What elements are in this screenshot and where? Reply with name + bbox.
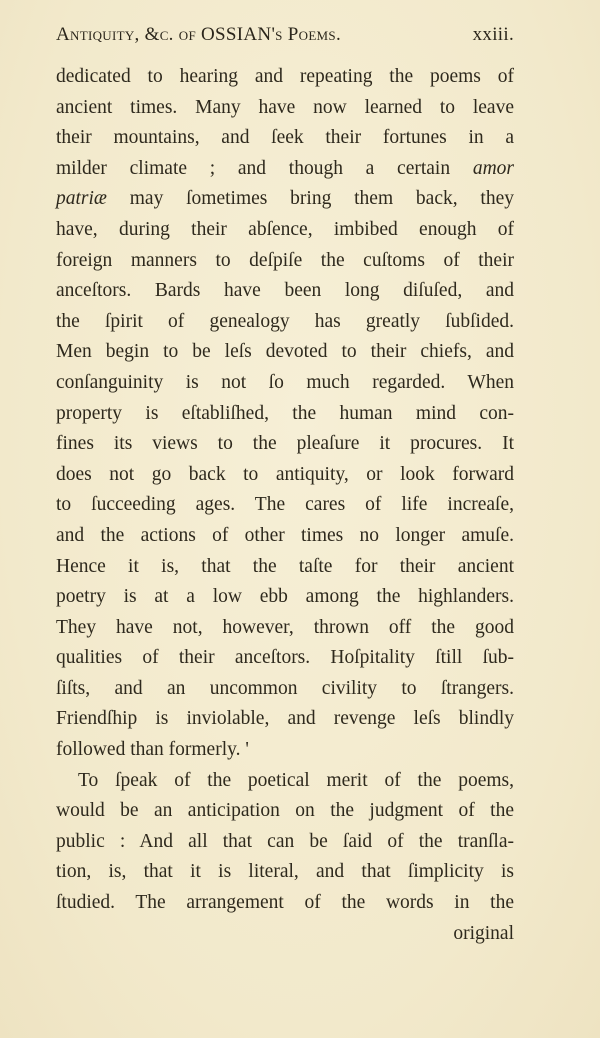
text-line: Men begin to be leſs devoted to their chiefs, and — [56, 341, 514, 363]
text-line: tion, is, that it is literal, and that ſimplicity is — [56, 861, 514, 883]
italic-amor: amor — [472, 157, 514, 179]
text-line: qualities of their anceſtors. Hoſpitality ſtill ſub- — [56, 647, 514, 669]
text-line: Friendſhip is inviolable, and revenge leſs blindly — [56, 708, 514, 730]
text-line: To ſpeak of the poetical merit of the poems, — [78, 769, 514, 791]
text-segment: may ſometimes bring them back, they — [129, 188, 514, 210]
text-line: would be an anticipation on the judgment of the — [56, 800, 514, 822]
text-line: anceſtors. Bards have been long diſuſed, and — [56, 280, 514, 302]
text-line: ſiſts, and an uncommon civility to ſtrangers. — [56, 677, 514, 699]
page-number: xxiii. — [472, 24, 514, 45]
text-line: and the actions of other times no longer amuſe. — [56, 524, 514, 546]
text-line: Hence it is, that the taſte for their ancient — [56, 555, 514, 577]
text-line: the ſpirit of genealogy has greatly ſubſided. — [56, 310, 514, 332]
running-header — [56, 24, 514, 46]
text-line — [56, 184, 514, 215]
text-line: They have not, however, thrown off the good — [56, 616, 514, 638]
text-line: fines its views to the pleaſure it procures. It — [56, 433, 514, 455]
text-line: have, during their abſence, imbibed enough of — [56, 218, 514, 240]
text-segment: milder climate ; and though a certain — [56, 157, 451, 179]
catchword: original — [453, 922, 514, 944]
text-line: property is eſtabliſhed, the human mind con- — [56, 402, 514, 424]
body-text — [56, 62, 514, 949]
italic-patriae: patriæ — [56, 188, 107, 210]
text-line: poetry is at a low ebb among the highlanders. — [56, 586, 514, 608]
text-line: public : And all that can be ſaid of the tranſla- — [56, 830, 514, 852]
running-title: Antiquity, &c. of OSSIAN's Poems. — [56, 24, 341, 45]
text-line: ſtudied. The arrangement of the words in the — [56, 892, 514, 914]
text-line — [56, 154, 514, 185]
text-line: foreign manners to deſpiſe the cuſtoms of their — [56, 249, 514, 271]
text-line: does not go back to antiquity, or look forward — [56, 463, 514, 485]
text-line: their mountains, and ſeek their fortunes in a — [56, 127, 514, 149]
text-line: dedicated to hearing and repeating the poems of — [56, 66, 514, 87]
text-line: ancient times. Many have now learned to leave — [56, 96, 514, 118]
text-line: conſanguinity is not ſo much regarded. When — [56, 371, 514, 393]
text-line: to ſucceeding ages. The cares of life increaſe, — [56, 494, 514, 516]
text-line: followed than formerly. ' — [56, 739, 249, 761]
